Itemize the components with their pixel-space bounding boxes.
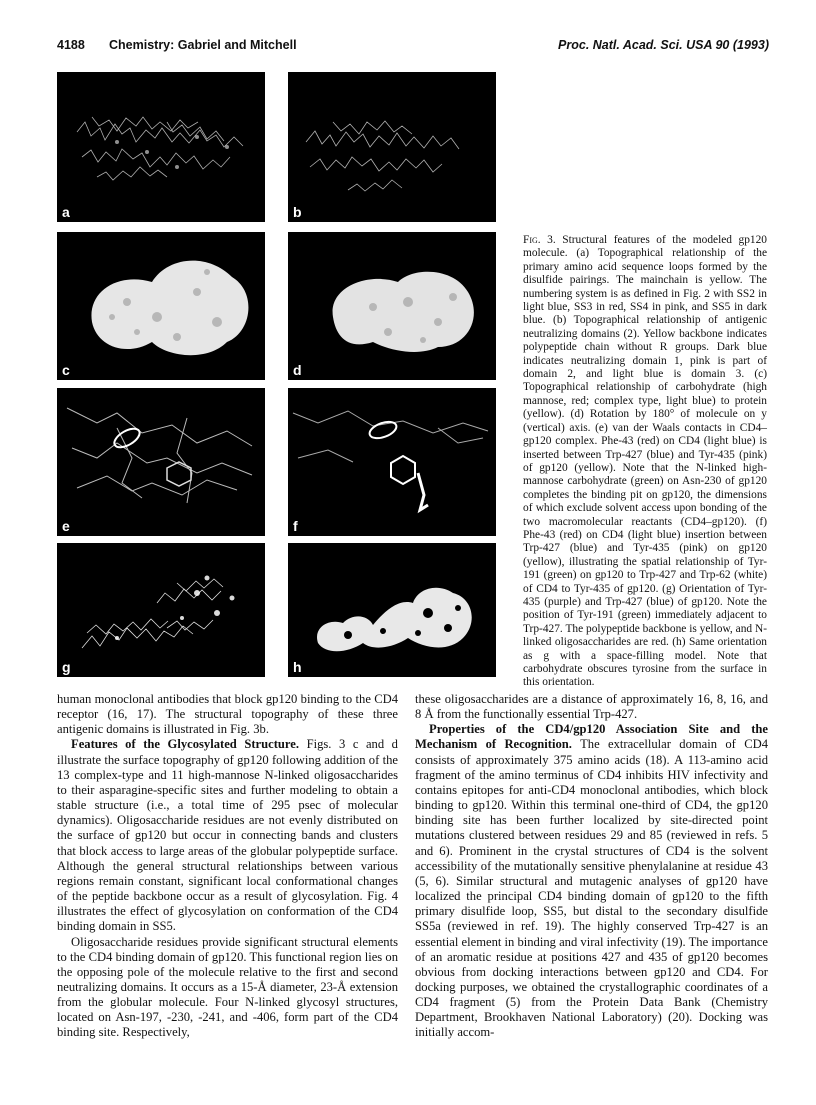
paragraph-text: The extracellular domain of CD4 consists of approximately 375 amino acids (18). A 113-amino acid fragment of the amino terminus of CD4 inhibits HIV infectivity and contains epitopes for anti-CD4 monoclonal antibodies, which block binding to gp120. Within this terminal one-third of CD4, the gp120 binding site has been further localized by site-directed point mutations clustered between residues 29 and 85 (reviewed in refs. 5 and 6). Prominent in the crystal structures of CD4 is the solvent accessibility of the mutationally sensitive phenylalanine at residue 43 (5, 6). Similar structural and mutagenic analyses of gp120 have localized the principal CD4 binding domain of gp120 to the fifth primary disulfide loop, SS5, but distal to the secondary disulfide SS5a (reviewed in ref. 19). The highly conserved Trp-427 is an essential element in binding and viral infectivity (19). The importance of an aromatic residue at positions 427 and 435 of gp120 becomes obvious from docking interactions between gp120 and CD4. For docking purposes, we obtained the crystallographic coordinates of a CD4 fragment (5) from the Protein Data Bank (Chemistry Department, Brookhaven National Laboratory) (20). Docking was initially accom- [415, 737, 769, 1040]
section-heading: Features of the Glycosylated Structure. [71, 737, 300, 752]
panel-label: d [293, 362, 302, 378]
caption-text: Structural features of the modeled gp120 molecule. (a) Topographical relationship of the primary amino acid sequence loops formed by the disulfide pairings. The mainchain is yellow. The numbering system is as defined in Fig. 2 with SS2 in light blue, SS3 in red, SS4 in pink, and SS5 in dark blue. (b) Topographical relationship of antigenic neutralizing domains (2). Yellow backbone indicates polypeptide chain without R groups. Dark blue indicates neutralizing domain 1, pink is part of domain 2, and light blue is domain 3. (c) Topographical relationship of carbohydrate (high mannose, red; complex type, light blue) to protein (yellow). (d) Rotation by 180° of molecule on y (vertical) axis. (e) van der Waals contacts in CD4–gp120 complex. Phe-43 (red) on CD4 (light blue) is inserted between Trp-427 (blue) and Tyr-435 (pink) of gp120 (yellow). Note that the N-linked high-mannose carbohydrate (green) on Asn-230 of gp120 completes the binding pit on gp120, the dimensions of which exclude solvent access upon bonding of the two macromolecular reactants (CD4–gp120). (f) Phe-43 (red) on CD4 (light blue) insertion between Trp-427 (blue) and Tyr-435 (pink) on gp120 (yellow), illustrating the spatial relationship of Tyr-191 (green) on gp120 to Trp-427 and Trp-62 (white) of CD4 to Tyr-435 of gp120. (g) Orientation of Tyr-435 (purple) and Trp-427 (blue) of gp120. Note the position of Tyr-191 (green) immediately adjacent to Trp-427. The polypeptide backbone is yellow, and N-linked oligosaccharides are red. (h) Same orientation as g with a space-filling model. Note that carbohydrate obscures tyrosine from the surface in this orientation. [523, 234, 767, 689]
figure-panel-f [288, 388, 496, 536]
panel-label: c [62, 362, 70, 378]
panel-g-image [57, 543, 265, 677]
figure-panel-c [57, 232, 265, 380]
journal-citation: Proc. Natl. Acad. Sci. USA 90 (1993) [558, 38, 769, 52]
figure-panel-g [57, 543, 265, 677]
panel-d-image [288, 232, 496, 380]
paragraph-text: Figs. 3 c and d illustrate the surface topography of gp120 following addition of the 13 complex-type and 11 high-mannose N-linked oligosaccharides to their asparagine-specific sites and further modeling to obtain a stable structure (i.e., a total time of 295 psec of molecular dynamics). Oligosaccharide residues are not evenly distributed on the surface of gp120 but occur in connecting bands and clusters that block access to large areas of the globular polypeptide surface. Although the general structural relationships between various regions remain constant, significant local conformational changes of the peptide backbone occur as a result of glycosylation. Fig. 4 illustrates the effect of glycosylation on conformation of the CD4 binding domain in SS5. [57, 737, 398, 934]
caption-label: Fig. 3. [523, 234, 556, 246]
running-title: Chemistry: Gabriel and Mitchell [109, 38, 297, 52]
panel-label: f [293, 518, 298, 534]
panel-b-image [288, 72, 496, 222]
figure-panel-d [288, 232, 496, 380]
paragraph [57, 737, 398, 934]
figure-caption [523, 234, 767, 690]
panel-f-image [288, 388, 496, 536]
paragraph [415, 722, 768, 1040]
panel-h-image [288, 543, 496, 677]
figure-panel-e [57, 388, 265, 536]
panel-label: a [62, 204, 70, 220]
panel-c-image [57, 232, 265, 380]
panel-label: h [293, 659, 302, 675]
right-column [415, 692, 768, 1041]
paragraph: these oligosaccharides are a distance of approximately 16, 8, 16, and 8 Å from the functionally essential Trp-427. [415, 692, 768, 722]
figure-panel-h [288, 543, 496, 677]
panel-label: e [62, 518, 70, 534]
panel-label: g [62, 659, 71, 675]
paragraph: human monoclonal antibodies that block gp120 binding to the CD4 receptor (16, 17). The structural topography of these three antigenic domains is illustrated in Fig. 3b. [57, 692, 398, 737]
paragraph: Oligosaccharide residues provide significant structural elements to the CD4 binding domain of gp120. This functional region lies on the opposing pole of the molecule relative to the first and second neutralizing domains. It occurs as a 15-Å diameter, 23-Å extension from the globular molecule. Four N-linked glycosyl structures, located on Asn-197, -230, -241, and -406, form part of the CD4 binding site. Respectively, [57, 934, 398, 1040]
panel-e-image [57, 388, 265, 536]
left-column [57, 692, 398, 1041]
figure-panel-b [288, 72, 496, 222]
figure-panel-a [57, 72, 265, 222]
panel-label: b [293, 204, 302, 220]
section-heading: Properties of the CD4/gp120 Association Site and the Mechanism of Recognition. [415, 722, 768, 752]
panel-a-image [57, 72, 265, 222]
page-number: 4188 [57, 38, 85, 52]
running-header [57, 38, 769, 58]
